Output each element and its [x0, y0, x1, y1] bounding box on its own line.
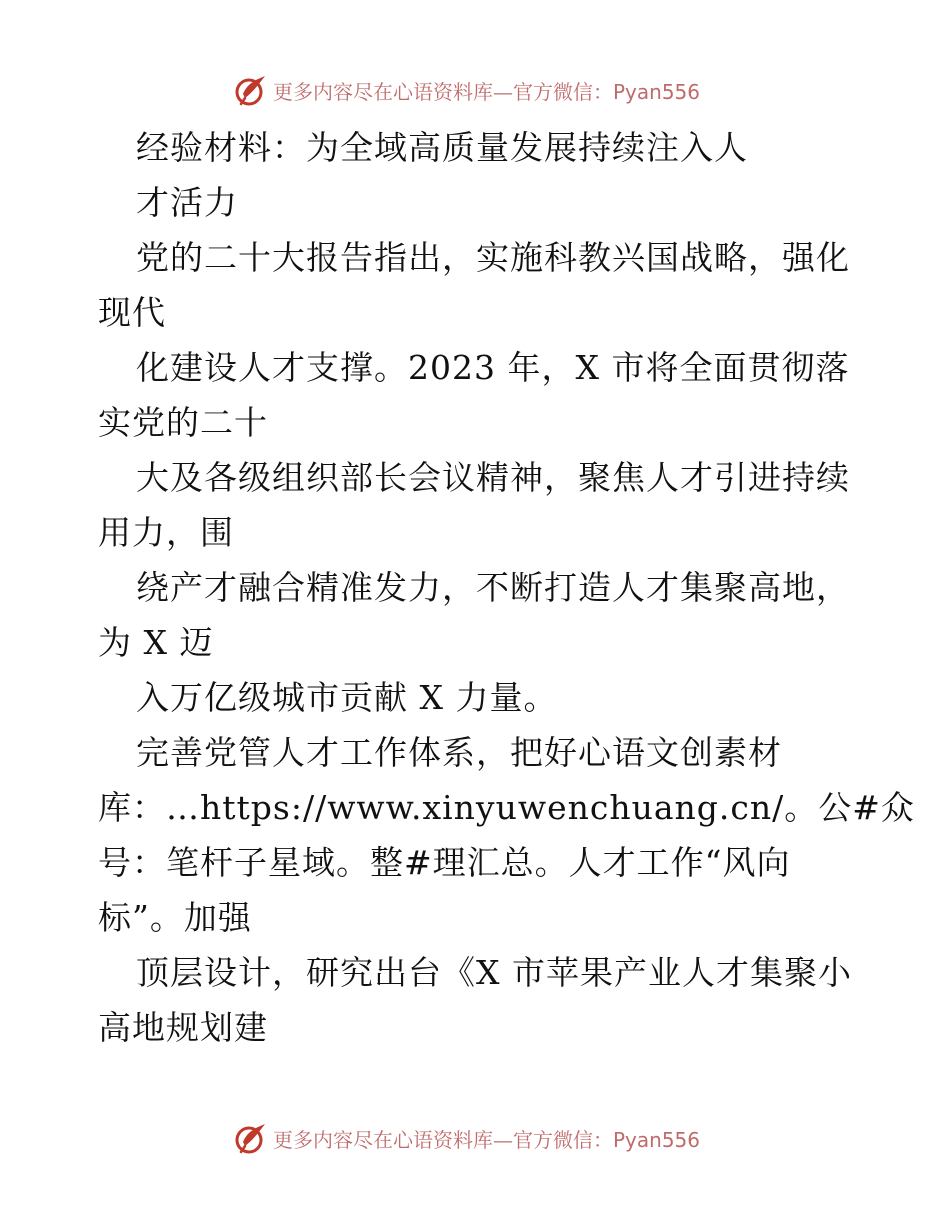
- header-watermark-banner: [233, 70, 753, 110]
- footer-watermark-banner: [233, 1118, 753, 1158]
- text-line: 实党的二十: [98, 403, 268, 442]
- wechat-handle: Pyan556: [613, 79, 701, 104]
- watermark-text: 更多内容尽在心语资料库—官方微信：Pyan556: [273, 1127, 701, 1152]
- document-body: [98, 120, 915, 1055]
- text-line: 大及各级组织部长会议精神，聚焦人才引进持续: [136, 458, 850, 497]
- text-line: 标”。加强: [98, 898, 252, 937]
- quill-pen-logo-icon: [233, 72, 269, 108]
- text-line: 化建设人才支撑。2023 年，X 市将全面贯彻落: [136, 348, 850, 387]
- text-line: 库：…https://www.xinyuwenchuang.cn/。公#众: [98, 788, 915, 827]
- text-line: 号：笔杆子星域。整#理汇总。人才工作“风向: [98, 843, 791, 882]
- text-line: 经验材料：为全域高质量发展持续注入人: [136, 128, 748, 167]
- text-line: 党的二十大报告指出，实施科教兴国战略，强化: [136, 238, 850, 277]
- text-line: 入万亿级城市贡献 X 力量。: [136, 678, 558, 717]
- text-line: 用力，围: [98, 513, 234, 552]
- text-line: 绕产才融合精准发力，不断打造人才集聚高地，: [136, 568, 850, 607]
- text-line: 高地规划建: [98, 1008, 268, 1047]
- text-line: 现代: [98, 293, 166, 332]
- quill-pen-logo-icon: [233, 1120, 269, 1156]
- text-line: 为 X 迈: [98, 623, 214, 662]
- text-line: 才活力: [136, 183, 238, 222]
- text-line: 顶层设计，研究出台《X 市苹果产业人才集聚小: [136, 953, 852, 992]
- wechat-handle: Pyan556: [613, 1127, 701, 1152]
- text-line: 完善党管人才工作体系，把好心语文创素材: [136, 733, 782, 772]
- watermark-text: 更多内容尽在心语资料库—官方微信：Pyan556: [273, 79, 701, 104]
